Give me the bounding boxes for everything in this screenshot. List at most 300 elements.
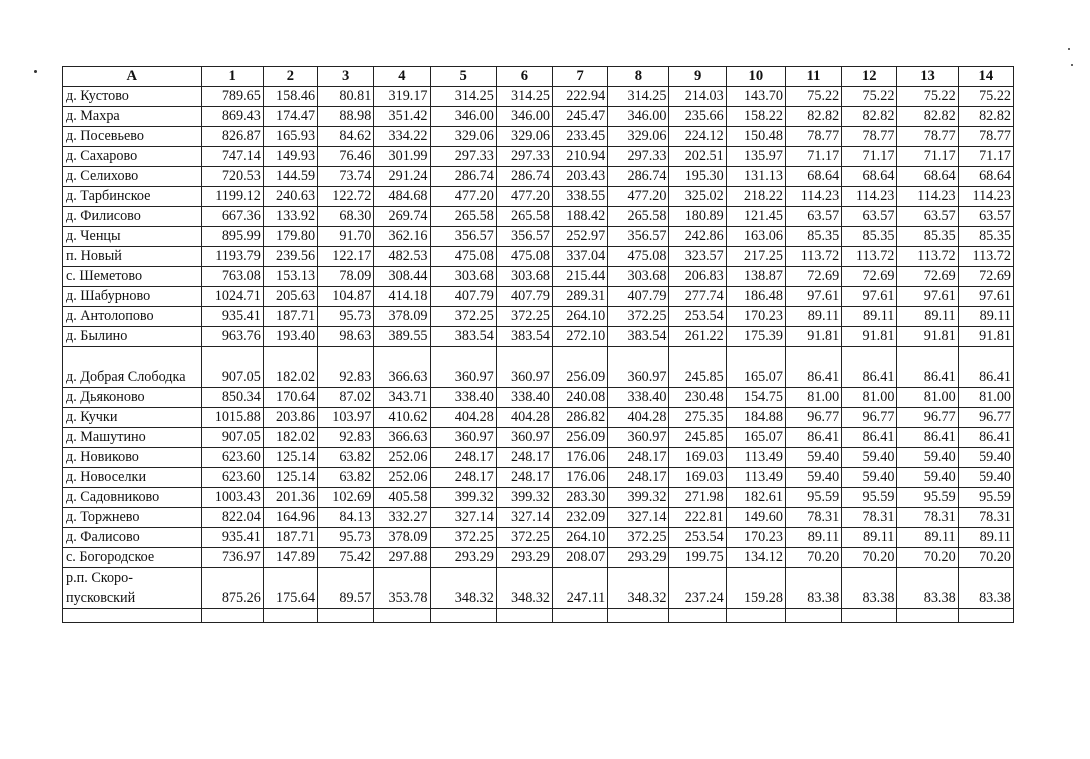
value-cell: 353.78 [374,568,430,609]
value-cell: 351.42 [374,107,430,127]
value-cell: 113.49 [726,468,785,488]
table-row [63,247,1014,267]
value-cell: 248.17 [430,468,496,488]
value-cell: 252.97 [553,227,608,247]
value-cell: 187.71 [263,528,317,548]
value-cell: 102.69 [318,488,374,508]
value-cell: 63.57 [897,207,958,227]
settlement-name-cell: д. Посевьево [63,127,202,147]
value-cell: 59.40 [842,448,897,468]
settlement-name-cell: д. Тарбинское [63,187,202,207]
value-cell: 81.00 [897,388,958,408]
value-cell: 247.11 [553,568,608,609]
value-cell: 180.89 [669,207,726,227]
value-cell: 215.44 [553,267,608,287]
value-cell: 360.97 [430,347,496,388]
empty-cell [374,609,430,623]
settlement-name-cell: д. Машутино [63,428,202,448]
value-cell: 252.06 [374,448,430,468]
value-cell: 329.06 [608,127,669,147]
value-cell: 81.00 [842,388,897,408]
value-cell: 125.14 [263,448,317,468]
value-cell: 895.99 [201,227,263,247]
value-cell: 73.74 [318,167,374,187]
table-row [63,147,1014,167]
value-cell: 86.41 [842,428,897,448]
value-cell: 210.94 [553,147,608,167]
value-cell: 184.88 [726,408,785,428]
column-header: 7 [553,67,608,87]
table-row [63,267,1014,287]
value-cell: 78.31 [897,508,958,528]
value-cell: 477.20 [608,187,669,207]
settlement-name-cell: д. Шабурново [63,287,202,307]
value-cell: 68.64 [897,167,958,187]
value-cell: 91.81 [842,327,897,347]
value-cell: 91.70 [318,227,374,247]
table-row [63,528,1014,548]
value-cell: 329.06 [496,127,552,147]
value-cell: 235.66 [669,107,726,127]
value-cell: 113.72 [785,247,841,267]
empty-cell [958,609,1013,623]
value-cell: 59.40 [842,468,897,488]
table-row [63,388,1014,408]
empty-cell [318,609,374,623]
value-cell: 96.77 [897,408,958,428]
value-cell: 297.33 [496,147,552,167]
value-cell: 303.68 [496,267,552,287]
value-cell: 63.82 [318,468,374,488]
value-cell: 195.30 [669,167,726,187]
value-cell: 360.97 [430,428,496,448]
value-cell: 248.17 [608,448,669,468]
value-cell: 70.20 [897,548,958,568]
value-cell: 89.11 [958,528,1013,548]
value-cell: 217.25 [726,247,785,267]
value-cell: 182.02 [263,428,317,448]
settlement-name-cell: д. Кустово [63,87,202,107]
value-cell: 372.25 [430,307,496,327]
value-cell: 121.45 [726,207,785,227]
value-cell: 133.92 [263,207,317,227]
value-cell: 248.17 [496,448,552,468]
value-cell: 261.22 [669,327,726,347]
value-cell: 113.72 [897,247,958,267]
value-cell: 389.55 [374,327,430,347]
table-row [63,167,1014,187]
value-cell: 935.41 [201,528,263,548]
value-cell: 70.20 [842,548,897,568]
value-cell: 372.25 [430,528,496,548]
value-cell: 135.97 [726,147,785,167]
table-body [63,87,1014,623]
value-cell: 75.22 [785,87,841,107]
value-cell: 214.03 [669,87,726,107]
value-cell: 822.04 [201,508,263,528]
settlement-name-cell: д. Новиково [63,448,202,468]
value-cell: 410.62 [374,408,430,428]
value-cell: 96.77 [785,408,841,428]
value-cell: 399.32 [608,488,669,508]
value-cell: 70.20 [958,548,1013,568]
value-cell: 122.17 [318,247,374,267]
empty-cell [897,609,958,623]
value-cell: 78.31 [842,508,897,528]
value-cell: 271.98 [669,488,726,508]
value-cell: 963.76 [201,327,263,347]
value-cell: 475.08 [496,247,552,267]
value-cell: 338.55 [553,187,608,207]
settlement-name-cell: р.п. Скоро-пусковский [63,568,202,609]
value-cell: 89.11 [785,307,841,327]
empty-cell [669,609,726,623]
settlement-name-cell: д. Фалисово [63,528,202,548]
value-cell: 70.20 [785,548,841,568]
scan-speck [34,70,37,73]
value-cell: 407.79 [496,287,552,307]
value-cell: 86.41 [958,428,1013,448]
value-cell: 404.28 [608,408,669,428]
value-cell: 256.09 [553,428,608,448]
value-cell: 293.29 [430,548,496,568]
value-cell: 82.82 [958,107,1013,127]
value-cell: 149.93 [263,147,317,167]
value-cell: 264.10 [553,528,608,548]
table-row [63,307,1014,327]
value-cell: 269.74 [374,207,430,227]
value-cell: 327.14 [608,508,669,528]
value-cell: 68.64 [785,167,841,187]
column-header: 1 [201,67,263,87]
value-cell: 338.40 [608,388,669,408]
value-cell: 233.45 [553,127,608,147]
value-cell: 372.25 [496,528,552,548]
value-cell: 407.79 [608,287,669,307]
value-cell: 667.36 [201,207,263,227]
value-cell: 308.44 [374,267,430,287]
value-cell: 206.83 [669,267,726,287]
value-cell: 96.77 [958,408,1013,428]
value-cell: 303.68 [430,267,496,287]
value-cell: 218.22 [726,187,785,207]
value-cell: 252.06 [374,468,430,488]
empty-cell [63,609,202,623]
value-cell: 83.38 [785,568,841,609]
value-cell: 80.81 [318,87,374,107]
value-cell: 935.41 [201,307,263,327]
settlement-name-cell: д. Торжнево [63,508,202,528]
column-header: 6 [496,67,552,87]
value-cell: 153.13 [263,267,317,287]
value-cell: 291.24 [374,167,430,187]
value-cell: 169.03 [669,448,726,468]
value-cell: 314.25 [608,87,669,107]
value-cell: 83.38 [842,568,897,609]
value-cell: 113.72 [842,247,897,267]
value-cell: 95.59 [842,488,897,508]
value-cell: 165.07 [726,428,785,448]
value-cell: 327.14 [496,508,552,528]
value-cell: 114.23 [785,187,841,207]
value-cell: 89.11 [958,307,1013,327]
value-cell: 372.25 [496,307,552,327]
value-cell: 201.36 [263,488,317,508]
empty-cell [842,609,897,623]
table-row [63,107,1014,127]
value-cell: 360.97 [496,347,552,388]
table-row [63,488,1014,508]
value-cell: 253.54 [669,528,726,548]
value-cell: 63.57 [958,207,1013,227]
value-cell: 75.22 [842,87,897,107]
empty-cell [608,609,669,623]
value-cell: 383.54 [608,327,669,347]
value-cell: 85.35 [897,227,958,247]
value-cell: 59.40 [897,468,958,488]
value-cell: 113.72 [958,247,1013,267]
value-cell: 89.11 [897,307,958,327]
value-cell: 91.81 [785,327,841,347]
empty-cell [553,609,608,623]
value-cell: 96.77 [842,408,897,428]
value-cell: 407.79 [430,287,496,307]
value-cell: 356.57 [608,227,669,247]
value-cell: 297.88 [374,548,430,568]
value-cell: 83.38 [897,568,958,609]
value-cell: 1015.88 [201,408,263,428]
value-cell: 144.59 [263,167,317,187]
value-cell: 76.46 [318,147,374,167]
value-cell: 95.59 [785,488,841,508]
value-cell: 95.59 [958,488,1013,508]
settlement-name-cell: д. Махра [63,107,202,127]
value-cell: 85.35 [842,227,897,247]
value-cell: 199.75 [669,548,726,568]
value-cell: 165.07 [726,347,785,388]
value-cell: 95.73 [318,528,374,548]
value-cell: 222.94 [553,87,608,107]
value-cell: 59.40 [897,448,958,468]
value-cell: 747.14 [201,147,263,167]
value-cell: 193.40 [263,327,317,347]
value-cell: 182.02 [263,347,317,388]
value-cell: 202.51 [669,147,726,167]
value-cell: 482.53 [374,247,430,267]
value-cell: 89.11 [897,528,958,548]
value-cell: 97.61 [785,287,841,307]
value-cell: 286.82 [553,408,608,428]
value-cell: 150.48 [726,127,785,147]
value-cell: 348.32 [430,568,496,609]
value-cell: 97.61 [897,287,958,307]
value-cell: 138.87 [726,267,785,287]
value-cell: 85.35 [958,227,1013,247]
settlement-name-cell: д. Ченцы [63,227,202,247]
value-cell: 78.77 [958,127,1013,147]
value-cell: 222.81 [669,508,726,528]
value-cell: 165.93 [263,127,317,147]
value-cell: 366.63 [374,347,430,388]
value-cell: 143.70 [726,87,785,107]
value-cell: 78.77 [897,127,958,147]
empty-cell [201,609,263,623]
table-row [63,568,1014,609]
data-table [62,66,1014,623]
value-cell: 272.10 [553,327,608,347]
value-cell: 125.14 [263,468,317,488]
value-cell: 98.63 [318,327,374,347]
value-cell: 174.47 [263,107,317,127]
value-cell: 63.57 [842,207,897,227]
settlement-name-cell: д. Садовниково [63,488,202,508]
value-cell: 170.23 [726,307,785,327]
value-cell: 75.22 [897,87,958,107]
value-cell: 95.59 [897,488,958,508]
scan-speck [1068,48,1070,50]
table-row [63,347,1014,388]
settlement-name-cell: с. Богородское [63,548,202,568]
value-cell: 360.97 [608,428,669,448]
value-cell: 383.54 [430,327,496,347]
value-cell: 323.57 [669,247,726,267]
table-row [63,287,1014,307]
value-cell: 89.11 [785,528,841,548]
value-cell: 301.99 [374,147,430,167]
value-cell: 346.00 [496,107,552,127]
settlement-name-cell: с. Шеметово [63,267,202,287]
table-row [63,548,1014,568]
value-cell: 89.11 [842,528,897,548]
value-cell: 286.74 [430,167,496,187]
value-cell: 158.22 [726,107,785,127]
value-cell: 91.81 [958,327,1013,347]
value-cell: 131.13 [726,167,785,187]
settlement-name-cell: д. Сахарово [63,147,202,167]
value-cell: 314.25 [496,87,552,107]
value-cell: 477.20 [496,187,552,207]
value-cell: 869.43 [201,107,263,127]
value-cell: 399.32 [430,488,496,508]
value-cell: 158.46 [263,87,317,107]
value-cell: 720.53 [201,167,263,187]
value-cell: 826.87 [201,127,263,147]
column-header: A [63,67,202,87]
value-cell: 265.58 [608,207,669,227]
value-cell: 245.85 [669,428,726,448]
value-cell: 78.77 [785,127,841,147]
value-cell: 78.31 [785,508,841,528]
column-header: 8 [608,67,669,87]
value-cell: 275.35 [669,408,726,428]
value-cell: 91.81 [897,327,958,347]
value-cell: 149.60 [726,508,785,528]
value-cell: 170.64 [263,388,317,408]
table-row [63,227,1014,247]
value-cell: 86.41 [897,428,958,448]
table-row [63,327,1014,347]
value-cell: 75.22 [958,87,1013,107]
value-cell: 169.03 [669,468,726,488]
value-cell: 147.89 [263,548,317,568]
value-cell: 1024.71 [201,287,263,307]
value-cell: 97.61 [958,287,1013,307]
value-cell: 405.58 [374,488,430,508]
column-header: 3 [318,67,374,87]
value-cell: 163.06 [726,227,785,247]
value-cell: 239.56 [263,247,317,267]
column-header: 5 [430,67,496,87]
value-cell: 314.25 [430,87,496,107]
value-cell: 475.08 [430,247,496,267]
value-cell: 78.09 [318,267,374,287]
value-cell: 248.17 [430,448,496,468]
value-cell: 265.58 [496,207,552,227]
column-header: 10 [726,67,785,87]
value-cell: 736.97 [201,548,263,568]
value-cell: 95.73 [318,307,374,327]
value-cell: 789.65 [201,87,263,107]
value-cell: 414.18 [374,287,430,307]
empty-cell [263,609,317,623]
value-cell: 245.85 [669,347,726,388]
value-cell: 63.82 [318,448,374,468]
value-cell: 237.24 [669,568,726,609]
empty-cell [726,609,785,623]
value-cell: 122.72 [318,187,374,207]
settlement-name-cell: д. Новоселки [63,468,202,488]
value-cell: 170.23 [726,528,785,548]
value-cell: 484.68 [374,187,430,207]
value-cell: 248.17 [608,468,669,488]
value-cell: 850.34 [201,388,263,408]
value-cell: 78.31 [958,508,1013,528]
value-cell: 88.98 [318,107,374,127]
value-cell: 78.77 [842,127,897,147]
value-cell: 82.82 [897,107,958,127]
value-cell: 134.12 [726,548,785,568]
column-header: 2 [263,67,317,87]
value-cell: 1199.12 [201,187,263,207]
value-cell: 907.05 [201,347,263,388]
value-cell: 372.25 [608,307,669,327]
value-cell: 71.17 [958,147,1013,167]
value-cell: 72.69 [842,267,897,287]
value-cell: 175.39 [726,327,785,347]
value-cell: 348.32 [496,568,552,609]
value-cell: 230.48 [669,388,726,408]
value-cell: 203.86 [263,408,317,428]
value-cell: 366.63 [374,428,430,448]
value-cell: 179.80 [263,227,317,247]
value-cell: 338.40 [430,388,496,408]
value-cell: 293.29 [608,548,669,568]
value-cell: 362.16 [374,227,430,247]
value-cell: 283.30 [553,488,608,508]
value-cell: 86.41 [842,347,897,388]
value-cell: 337.04 [553,247,608,267]
value-cell: 399.32 [496,488,552,508]
value-cell: 113.49 [726,448,785,468]
value-cell: 253.54 [669,307,726,327]
value-cell: 360.97 [608,347,669,388]
value-cell: 104.87 [318,287,374,307]
value-cell: 83.38 [958,568,1013,609]
value-cell: 224.12 [669,127,726,147]
value-cell: 114.23 [842,187,897,207]
table-row [63,207,1014,227]
column-header: 12 [842,67,897,87]
